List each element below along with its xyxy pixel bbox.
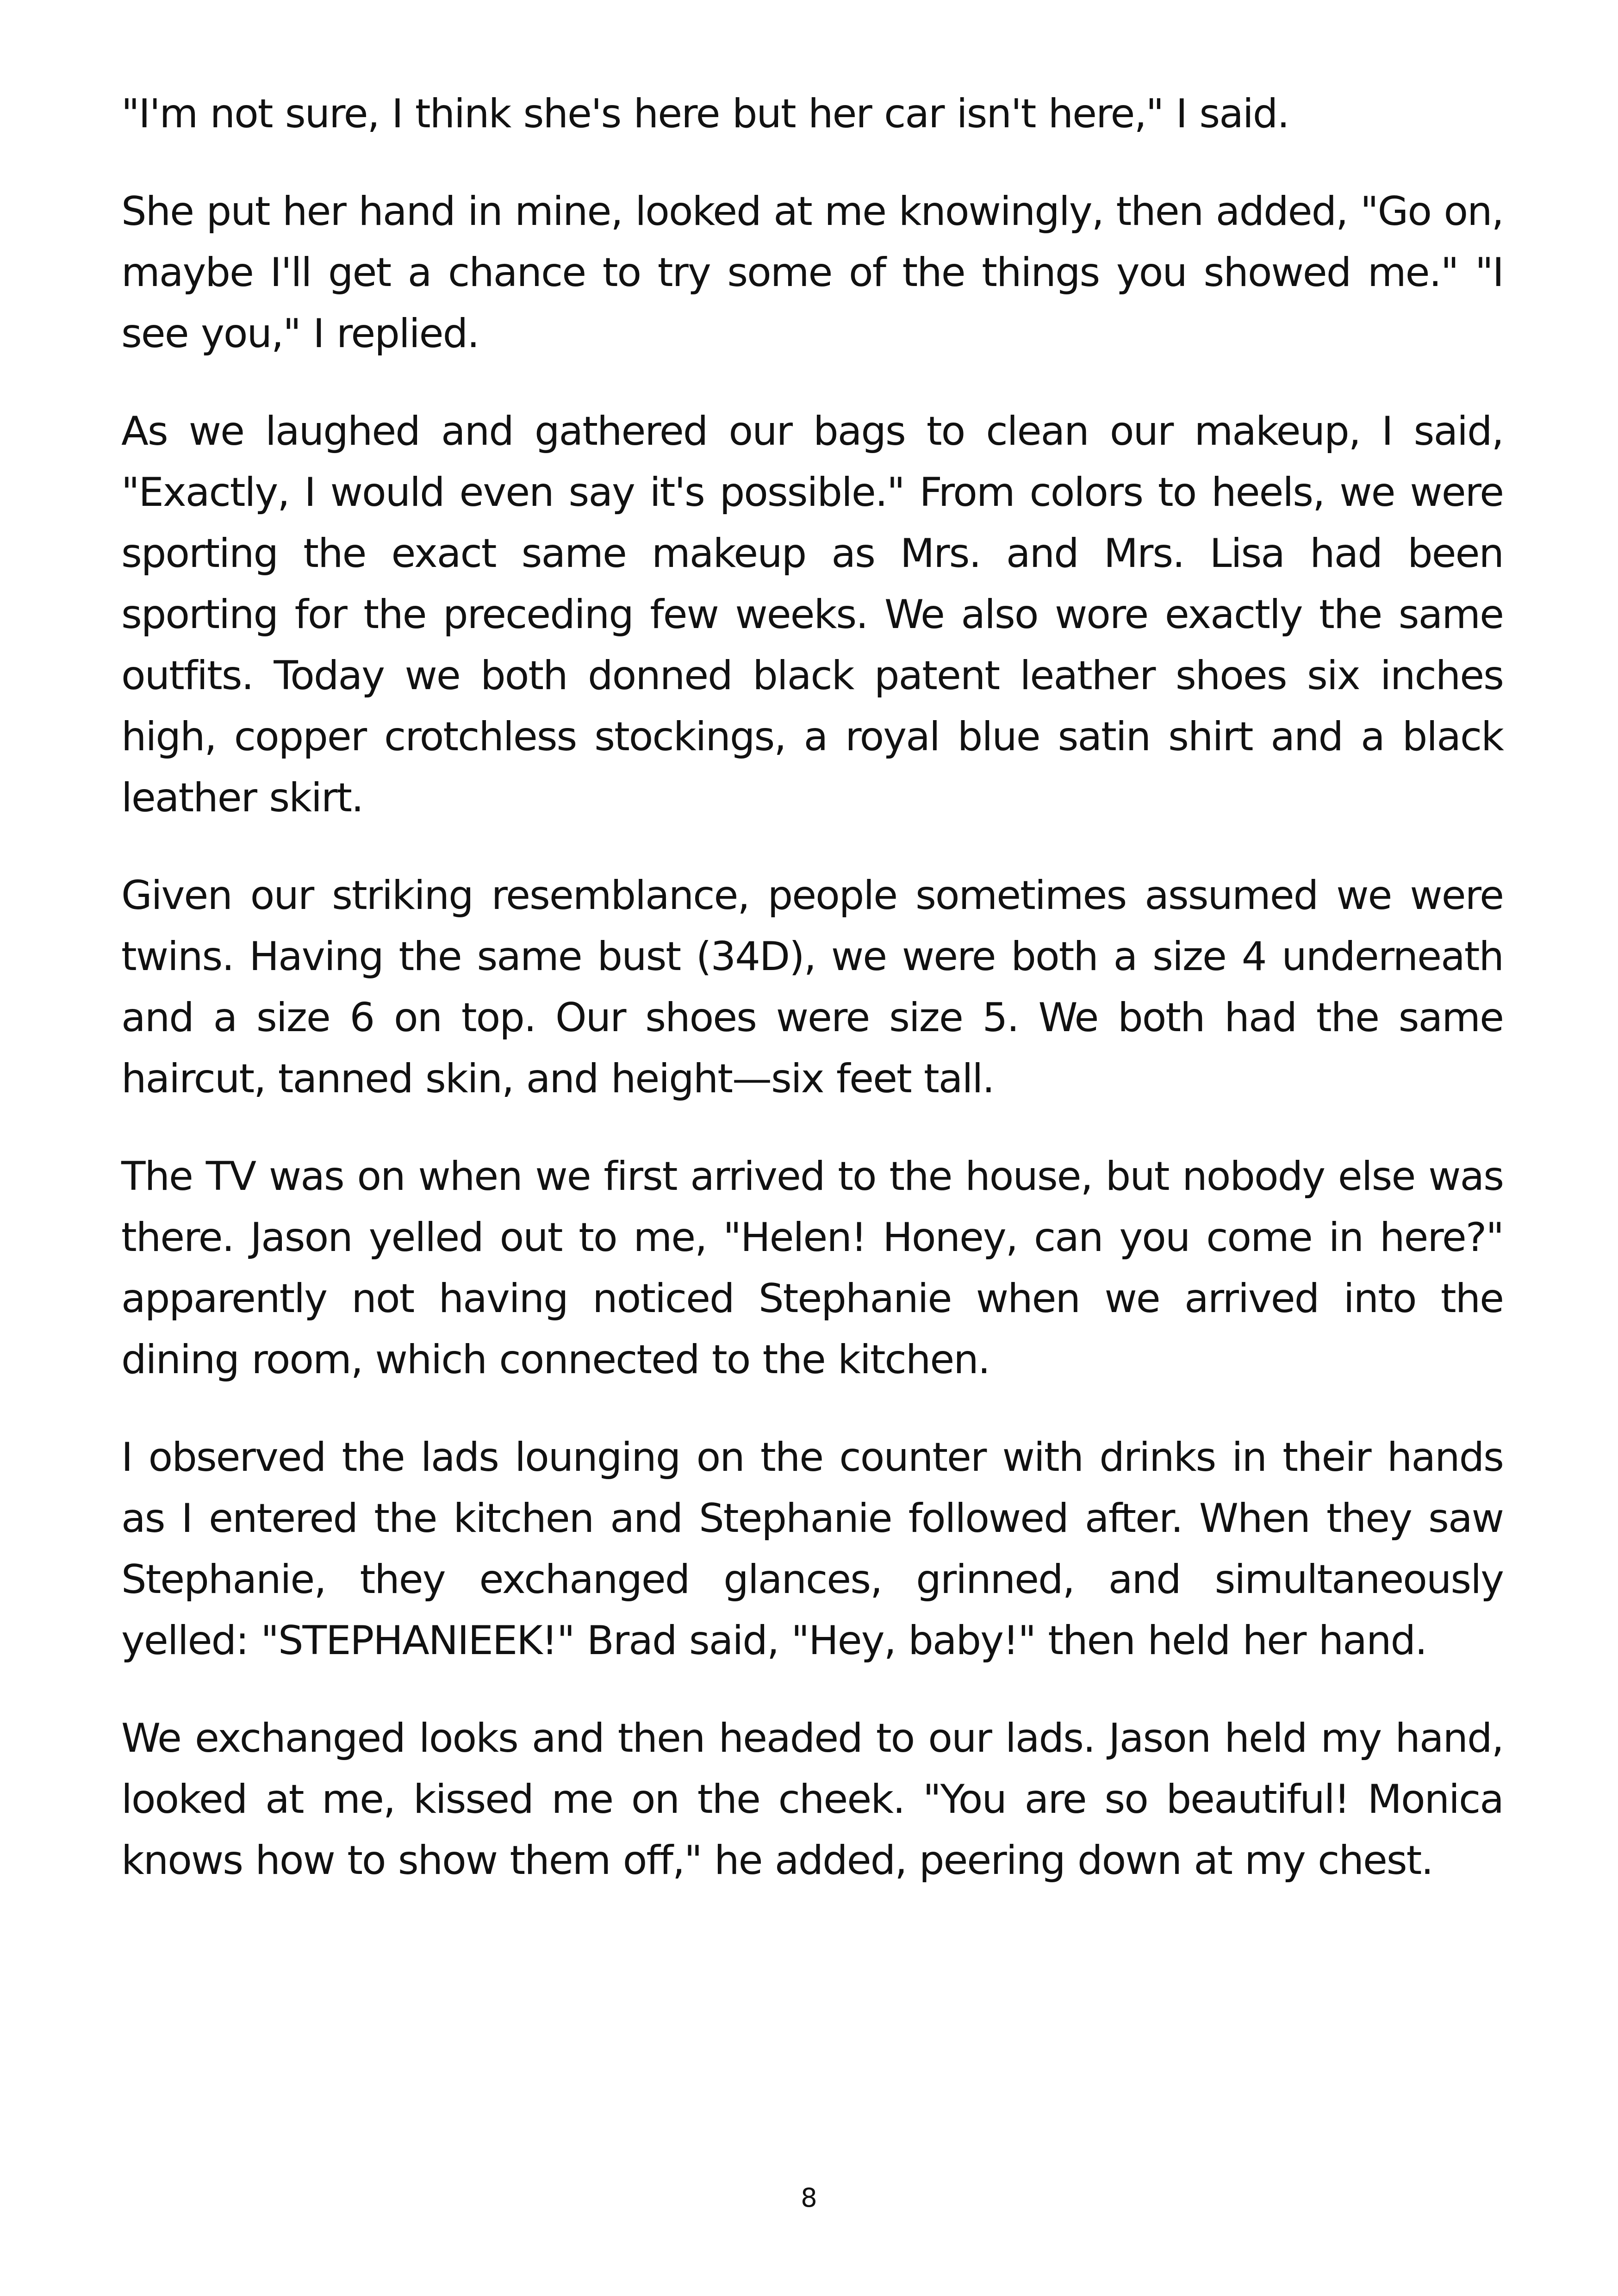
paragraph: As we laughed and gathered our bags to clean our makeup, I said, "Exactly, I would even say it's possible." From colors to heels, we were sporting the exact same makeup as Mrs. and Mrs. Lisa had been sporting for the preceding few weeks. We also wore exactly the same outfits. Today we both donned black patent leather shoes six inches high, copper crotchless stockings, a royal blue satin shirt and a black leather skirt.	[121, 408, 1503, 821]
paragraph: Given our striking resemblance, people sometimes assumed we were twins. Having the same bust (34D), we were both a size 4 underneath and a size 6 on top. Our shoes were size 5. We both had the same haircut, tanned skin, and height—six feet tall.	[121, 872, 1503, 1102]
paragraph: "I'm not sure, I think she's here but her car isn't here," I said.	[121, 91, 1289, 137]
paragraph: I observed the lads lounging on the counter with drinks in their hands as I entered the kitchen and Stephanie followed after. When they saw Stephanie, they exchanged glances, grinned, and simultaneously yelled: "STEPHANIEEK!" Brad said, "Hey, baby!" then held her hand.	[121, 1434, 1503, 1664]
page-body	[121, 83, 1503, 1928]
paragraph: We exchanged looks and then headed to our lads. Jason held my hand, looked at me, kissed me on the cheek. "You are so beautiful! Monica knows how to show them off," he added, peering down at my chest.	[121, 1715, 1503, 1884]
paragraph: She put her hand in mine, looked at me knowingly, then added, "Go on, maybe I'll get a chance to try some of the things you showed me." "I see you," I replied.	[121, 188, 1503, 357]
paragraph: The TV was on when we first arrived to the house, but nobody else was there. Jason yelled out to me, "Helen! Honey, can you come in here?" apparently not having noticed Stephanie when we arrived into the dining room, which connected to the kitchen.	[121, 1153, 1503, 1383]
page-number: 8	[801, 2183, 817, 2213]
